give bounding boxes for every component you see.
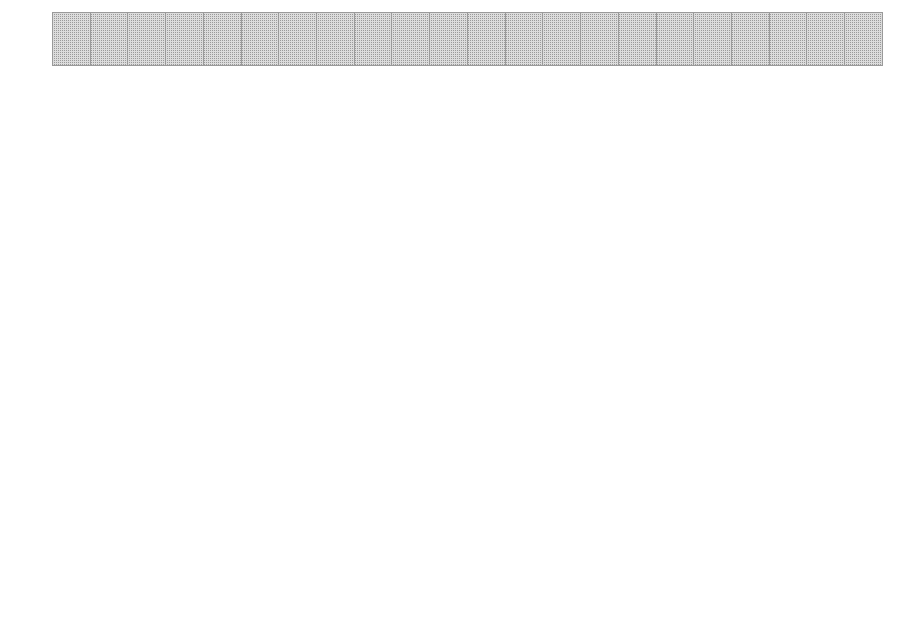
column-header (543, 13, 581, 66)
column-header (467, 13, 505, 66)
column-header (505, 13, 543, 66)
column-header (241, 13, 279, 66)
column-header (53, 13, 91, 66)
column-header (166, 13, 204, 66)
column-header (731, 13, 769, 66)
column-header (317, 13, 355, 66)
data-table (52, 12, 883, 66)
column-header (354, 13, 392, 66)
column-header (694, 13, 732, 66)
column-header (392, 13, 430, 66)
spreadsheet (52, 12, 883, 586)
column-header (845, 13, 883, 66)
column-header (128, 13, 166, 66)
header-row (53, 13, 883, 66)
column-header (279, 13, 317, 66)
column-header (618, 13, 656, 66)
column-header (203, 13, 241, 66)
column-header (656, 13, 694, 66)
column-header (581, 13, 619, 66)
column-header (807, 13, 845, 66)
column-header (90, 13, 128, 66)
column-header (769, 13, 807, 66)
column-header (430, 13, 468, 66)
